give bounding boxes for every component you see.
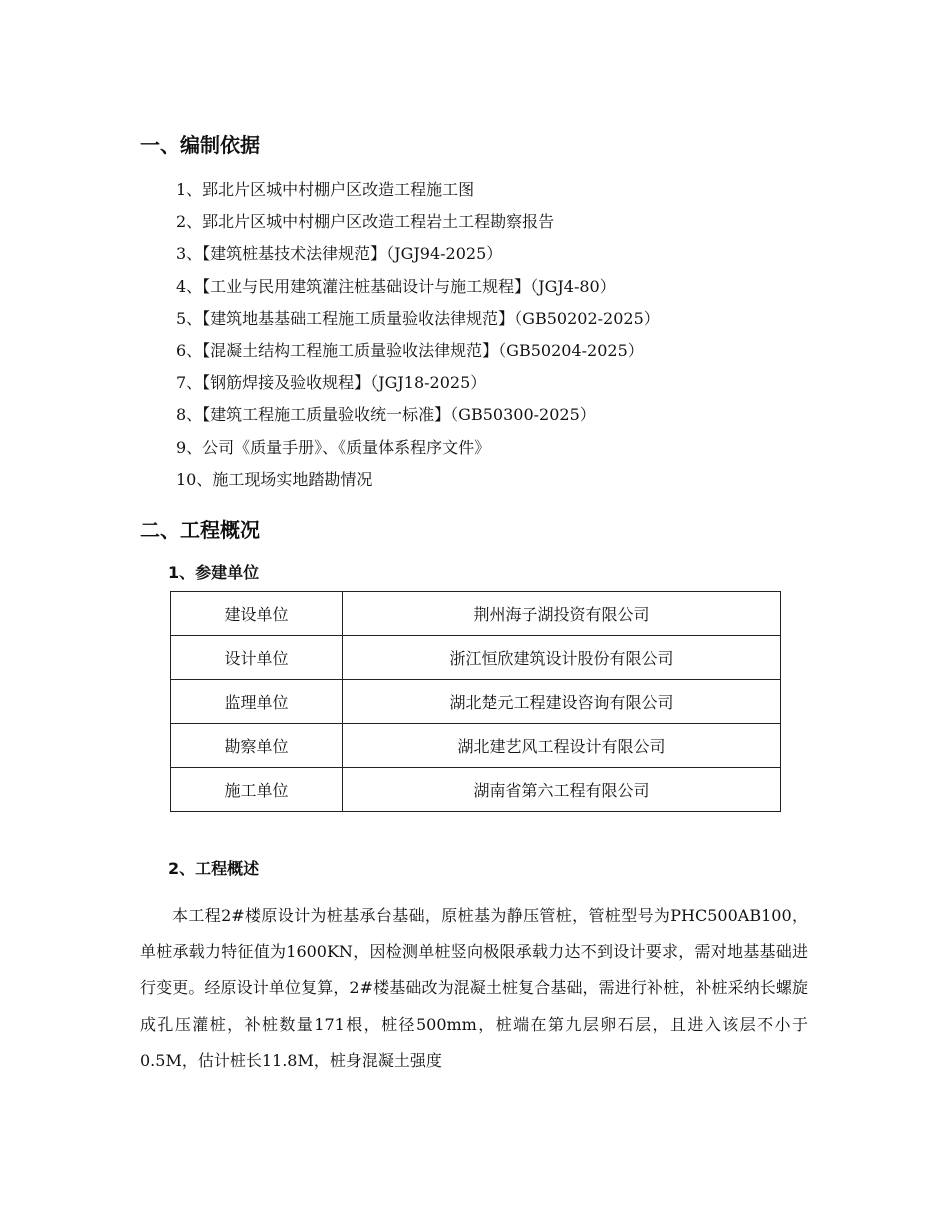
basis-list <box>176 174 660 496</box>
company-cell: 湖南省第六工程有限公司 <box>343 768 781 812</box>
company-cell: 荆州海子湖投资有限公司 <box>343 592 781 636</box>
list-item: 7、【钢筋焊接及验收规程】（JGJ18-2025） <box>176 373 487 393</box>
summary-paragraph: 本工程2#楼原设计为桩基承台基础，原桩基为静压管桩，管桩型号为PHC500AB100，单桩承载力特征值为1600KN，因检测单桩竖向极限承载力达不到设计要求，需对地基基础进行变更。经原设计单位复算，2#楼基础改为混凝土桩复合基础，需进行补桩，补桩采纳长螺旋成孔压灌桩，补桩数量171根，桩径500mm，桩端在第九层卵石层，且进入该层不小于0.5M，估计桩长11.8M，桩身混凝土强度 <box>140 906 808 1070</box>
table-row <box>171 768 781 812</box>
list-item: 5、【建筑地基基础工程施工质量验收法律规范】（GB50202-2025） <box>176 308 660 328</box>
table-row <box>171 724 781 768</box>
subheading-participants: 1、参建单位 <box>168 563 260 582</box>
list-item: 8、【建筑工程施工质量验收统一标准】（GB50300-2025） <box>176 405 596 425</box>
section-heading-basis: 一、编制依据 <box>140 133 260 157</box>
company-cell: 湖北楚元工程建设咨询有限公司 <box>343 680 781 724</box>
table-row <box>171 636 781 680</box>
role-cell: 设计单位 <box>171 636 343 680</box>
role-cell: 建设单位 <box>171 592 343 636</box>
participants-table <box>170 591 781 812</box>
company-cell: 湖北建艺风工程设计有限公司 <box>343 724 781 768</box>
table-row <box>171 592 781 636</box>
list-item: 6、【混凝土结构工程施工质量验收法律规范】（GB50204-2025） <box>176 340 644 360</box>
table-row <box>171 680 781 724</box>
list-item: 10、施工现场实地踏勘情况 <box>176 469 373 489</box>
role-cell: 监理单位 <box>171 680 343 724</box>
list-item: 2、郢北片区城中村棚户区改造工程岩土工程勘察报告 <box>176 212 555 232</box>
role-cell: 勘察单位 <box>171 724 343 768</box>
list-item: 9、公司《质量手册》、《质量体系程序文件》 <box>176 437 491 457</box>
subheading-summary: 2、工程概述 <box>168 859 260 878</box>
section-heading-overview: 二、工程概况 <box>140 518 260 542</box>
list-item: 3、【建筑桩基技术法律规范】（JGJ94-2025） <box>176 244 503 264</box>
list-item: 1、郢北片区城中村棚户区改造工程施工图 <box>176 180 475 199</box>
company-cell: 浙江恒欣建筑设计股份有限公司 <box>343 636 781 680</box>
list-item: 4、【工业与民用建筑灌注桩基础设计与施工规程】（JGJ4-80） <box>176 276 616 296</box>
role-cell: 施工单位 <box>171 768 343 812</box>
